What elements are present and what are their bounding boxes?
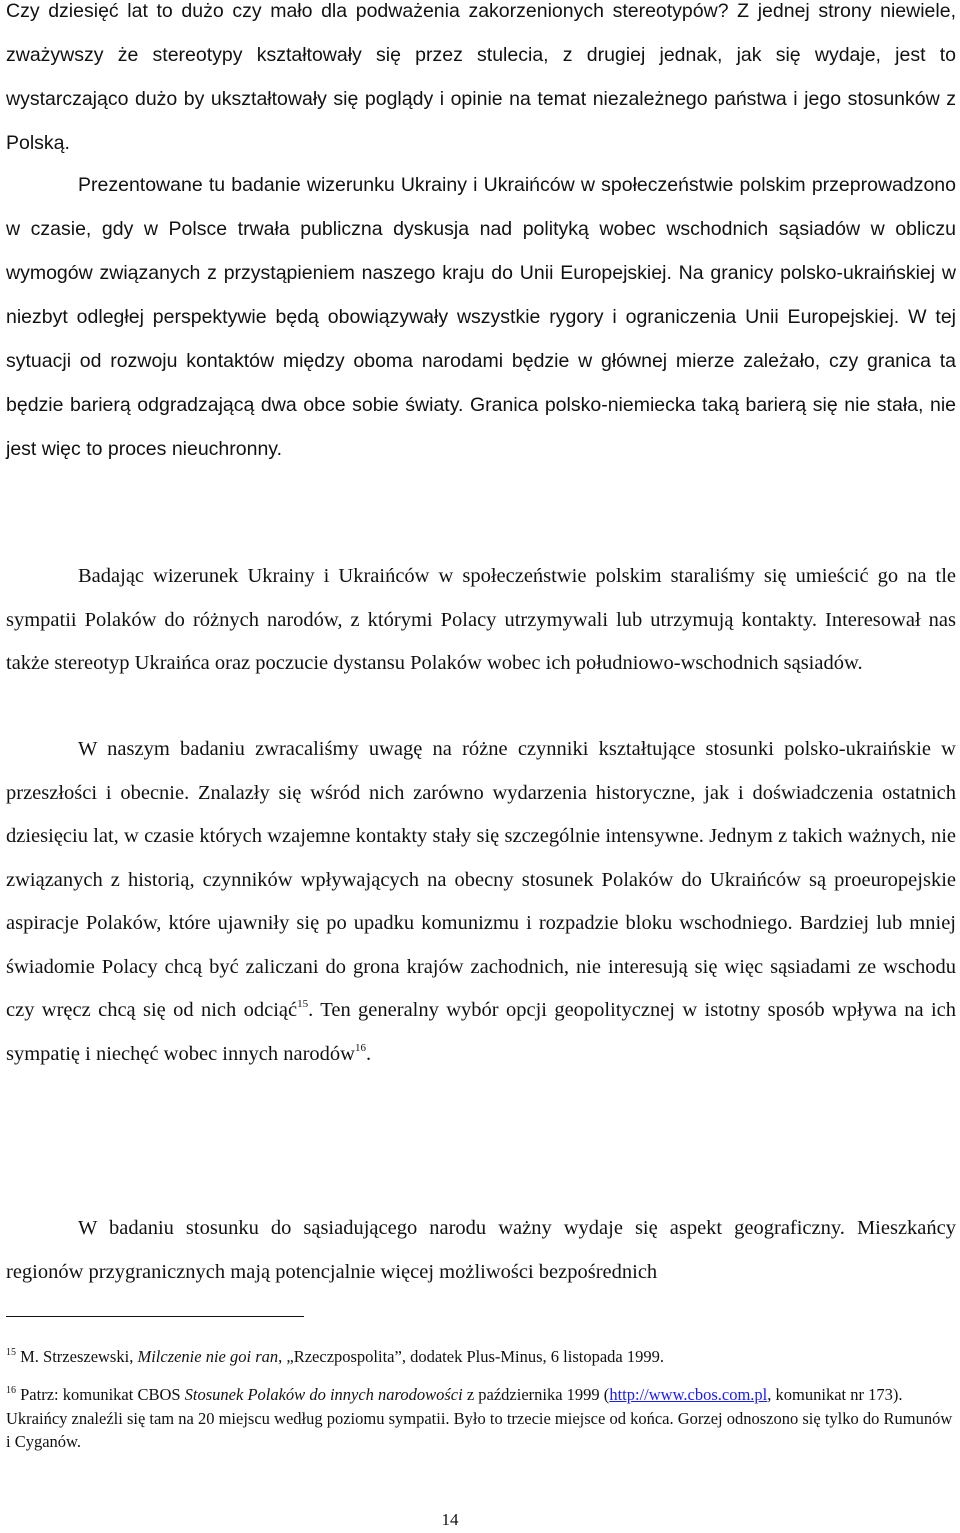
paragraph-factors (6, 728, 956, 1076)
page-number: 14 (441, 1510, 459, 1529)
footnote-15-number: 15 (6, 1347, 16, 1358)
footnote-16-title: Stosunek Polaków do innych narodowości (184, 1385, 463, 1404)
footnote-15-text-pre: M. Strzeszewski, (16, 1347, 138, 1366)
paragraph-factors-text-b: . Ten generalny wybór opcji geopolitycznej w istotny sposób wpływa na ich sympatię i niechęć wobec innych narodów (6, 999, 957, 1065)
paragraph-study-scope: Badając wizerunek Ukrainy i Ukraińców w społeczeństwie polskim staraliśmy się umieścić go na tle sympatii Polaków do różnych narodów, z którymi Polacy utrzymywali lub utrzymują kontakty. Interesował nas także stereotyp Ukraińca oraz poczucie dystansu Polaków wobec ich południowo-wschodnich sąsiadów. (6, 565, 956, 674)
footnote-ref-15[interactable]: 15 (297, 998, 309, 1010)
cbos-link[interactable]: http://www.cbos.com.pl (609, 1385, 768, 1404)
footnote-16-text-post: , komunikat nr 173). Ukraińcy znaleźli się tam na 20 miejscu według poziomu sympatii. Było to trzecie miejsce od końca. Gorzej odnoszono się tylko do Rumunów i Cyganów. (6, 1385, 953, 1451)
paragraph-stereotypes: Czy dziesięć lat to dużo czy mało dla podważenia zakorzenionych stereotypów? Z jednej strony niewiele, zważywszy że stereotypy kształtowały się przez stulecia, z drugiej jednak, jak się wydaje, jest to wystarczająco dużo by ukształtowały się poglądy i opinie na temat niezależnego państwa i jego stosunków z Polską. (6, 0, 956, 154)
footnote-15-text-post: , „Rzeczpospolita”, dodatek Plus-Minus, 6 listopada 1999. (278, 1347, 664, 1366)
paragraph-geography: W badaniu stosunku do sąsiadującego narodu ważny wydaje się aspekt geograficzny. Mieszkańcy regionów przygranicznych mają potencjalnie więcej możliwości bezpośrednich (6, 1217, 956, 1283)
footnote-15 (6, 1345, 956, 1369)
footnote-16-text-pre: Patrz: komunikat CBOS (16, 1385, 185, 1404)
footnote-16-text-mid: z października 1999 ( (462, 1385, 610, 1404)
footnote-16 (6, 1383, 956, 1454)
footnote-15-title: Milczenie nie goi ran (137, 1347, 279, 1366)
paragraph-factors-text-c: . (365, 1042, 372, 1065)
paragraph-factors-text-a: W naszym badaniu zwracaliśmy uwagę na różne czynniki kształtujące stosunki polsko-ukraińskie w przeszłości i obecnie. Znalazły się wśród nich zarówno wydarzenia historyczne, jak i doświadczenia ostatnich dziesięciu lat, w czasie których wzajemne kontakty stały się szczególnie intensywne. Jednym z takich ważnych, nie związanych z historią, czynników wpływających na obecny stosunek Polaków do Ukraińców są proeuropejskie aspiracje Polaków, które ujawniły się po upadku komunizmu i rozpadzie bloku wschodniego. Bardziej lub mniej świadomie Polacy chcą być zaliczani do grona krajów zachodnich, nie interesują się więc sąsiadami ze wschodu czy wręcz chcą się od nich odciąć (6, 738, 956, 1021)
footnote-16-number: 16 (6, 1385, 16, 1396)
paragraph-study-context: Prezentowane tu badanie wizerunku Ukrainy i Ukraińców w społeczeństwie polskim przeprowadzono w czasie, gdy w Polsce trwała publiczna dyskusja nad polityką wobec wschodnich sąsiadów w obliczu wymogów związanych z przystąpieniem naszego kraju do Unii Europejskiej. Na granicy polsko-ukraińskiej w niezbyt odległej perspektywie będą obowiązywały wszystkie rygory i ograniczenia Unii Europejskiej. W tej sytuacji od rozwoju kontaktów między oboma narodami będzie w głównej mierze zależało, czy granica ta będzie barierą odgradzającą dwa obce sobie światy. Granica polsko-niemiecka taką barierą się nie stała, nie jest więc to proces nieuchronny. (6, 174, 956, 460)
footnote-ref-16[interactable]: 16 (354, 1041, 366, 1054)
footnote-separator (6, 1316, 304, 1317)
